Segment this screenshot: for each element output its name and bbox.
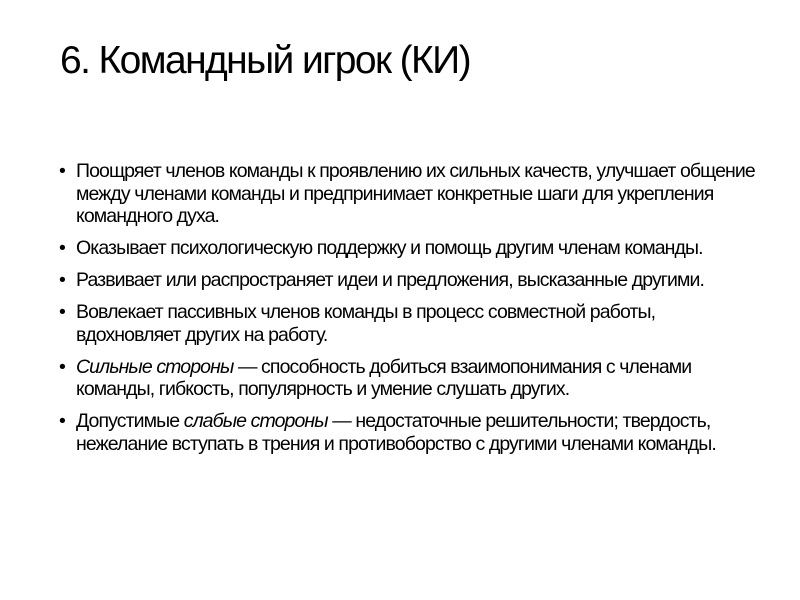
bullet-item [58, 356, 763, 401]
bullet-text: — способность добиться взаимопонимания с членами команды, гибкость, популярность и умение слушать других. [76, 355, 692, 400]
weaknesses-label: слабые стороны [183, 410, 328, 432]
bullet-list [58, 160, 763, 465]
slide-title: 6. Командный игрок (КИ) [60, 39, 470, 82]
bullet-icon: • [59, 237, 65, 259]
bullet-item [58, 237, 763, 260]
strengths-label: Сильные стороны [76, 355, 234, 378]
bullet-icon: • [59, 301, 65, 323]
bullet-icon: • [59, 269, 65, 291]
bullet-item [58, 301, 763, 346]
bullet-text: Вовлекает пассивных членов команды в процесс совместной работы, вдохновляет других на работу. [76, 301, 656, 346]
bullet-prefix: Допустимые [76, 410, 184, 432]
bullet-icon: • [59, 355, 65, 378]
bullet-text: — недостаточные решительности; твердость, нежелание вступать в трения и противоборство с другими членами команды. [76, 410, 716, 455]
bullet-icon: • [59, 160, 65, 182]
bullet-icon: • [59, 410, 65, 432]
bullet-text: Развивает или распространяет идеи и предложения, высказанные другими. [76, 269, 705, 291]
bullet-item [58, 160, 763, 228]
bullet-item [58, 269, 763, 292]
bullet-item [58, 410, 763, 455]
bullet-text: Поощряет членов команды к проявлению их сильных качеств, улучшает общение между членами команды и предпринимает конкретные шаги для укрепления командного духа. [76, 160, 755, 227]
bullet-text: Оказывает психологическую поддержку и помощь другим членам команды. [76, 237, 703, 259]
